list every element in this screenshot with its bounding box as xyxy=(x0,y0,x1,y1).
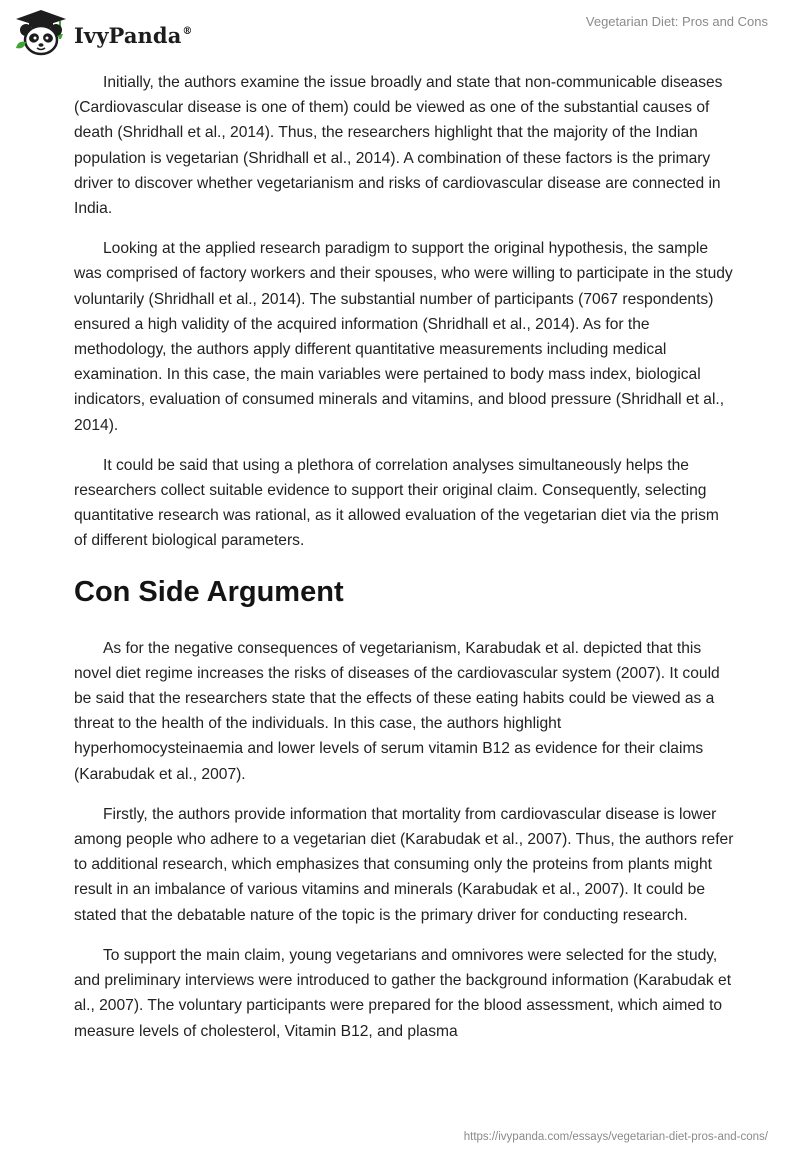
paragraph: Initially, the authors examine the issue broadly and state that non-communicable diseases (Cardiovascular disease is one of them) could be viewed as one of the substantial causes of death (Shridhall et al., 2014). Thus, the researchers highlight that the majority of the Indian population is vegetarian (Shridhall et al., 2014). A combination of these factors is the primary driver to discover whether vegetarianism and risks of cardiovascular disease are connected in India. xyxy=(74,74,723,218)
paragraph: It could be said that using a plethora of correlation analyses simultaneously helps the researchers collect suitable evidence to support their original claim. Consequently, selecting quantitative research was rational, as it allowed evaluation of the vegetarian diet via the prism of different biological parameters. xyxy=(74,456,719,550)
logo-wordmark: IvyPanda® xyxy=(74,22,193,48)
section-heading: Con Side Argument xyxy=(74,575,344,608)
ivypanda-logo[interactable] xyxy=(14,8,193,58)
page-header xyxy=(0,0,800,70)
registered-mark: ® xyxy=(182,25,193,37)
paragraph: To support the main claim, young vegetarians and omnivores were selected for the study, and preliminary interviews were introduced to gather the background information (Karabudak et al., 2007). The voluntary participants were prepared for the blood assessment, which aimed to measure levels of cholesterol, Vitamin B12, and plasma xyxy=(74,946,732,1040)
panda-graduate-icon xyxy=(14,8,68,58)
essay-body xyxy=(74,70,734,1059)
source-url-link[interactable]: https://ivypanda.com/essays/vegetarian-diet-pros-and-cons/ xyxy=(463,1131,768,1143)
paragraph: As for the negative consequences of vegetarianism, Karabudak et al. depicted that this novel diet regime increases the risks of diseases of the cardiovascular system (2007). It could be said that the researchers state that the effects of these eating habits could be viewed as a threat to the health of the individuals. In this case, the authors highlight hyperhomocysteinaemia and lower levels of serum vitamin B12 as evidence for their claims (Karabudak et al., 2007). xyxy=(74,639,720,783)
paragraph: Looking at the applied research paradigm to support the original hypothesis, the sample was comprised of factory workers and their spouses, who were willing to participate in the study voluntarily (Shridhall et al., 2014). The substantial number of participants (7067 respondents) ensured a high validity of the acquired information (Shridhall et al., 2014). As for the methodology, the authors apply different quantitative measurements including medical examination. In this case, the main variables were pertained to body mass index, biological indicators, evaluation of consumed minerals and vitamins, and blood pressure (Shridhall et al., 2014). xyxy=(74,240,733,434)
paragraph: Firstly, the authors provide information that mortality from cardiovascular disease is lower among people who adhere to a vegetarian diet (Karabudak et al., 2007). Thus, the authors refer to additional research, which emphasizes that consuming only the proteins from plants might result in an imbalance of various vitamins and minerals (Karabudak et al., 2007). It could be stated that the debatable nature of the topic is the primary driver for conducting research. xyxy=(74,805,734,924)
document-title: Vegetarian Diet: Pros and Cons xyxy=(585,14,768,29)
